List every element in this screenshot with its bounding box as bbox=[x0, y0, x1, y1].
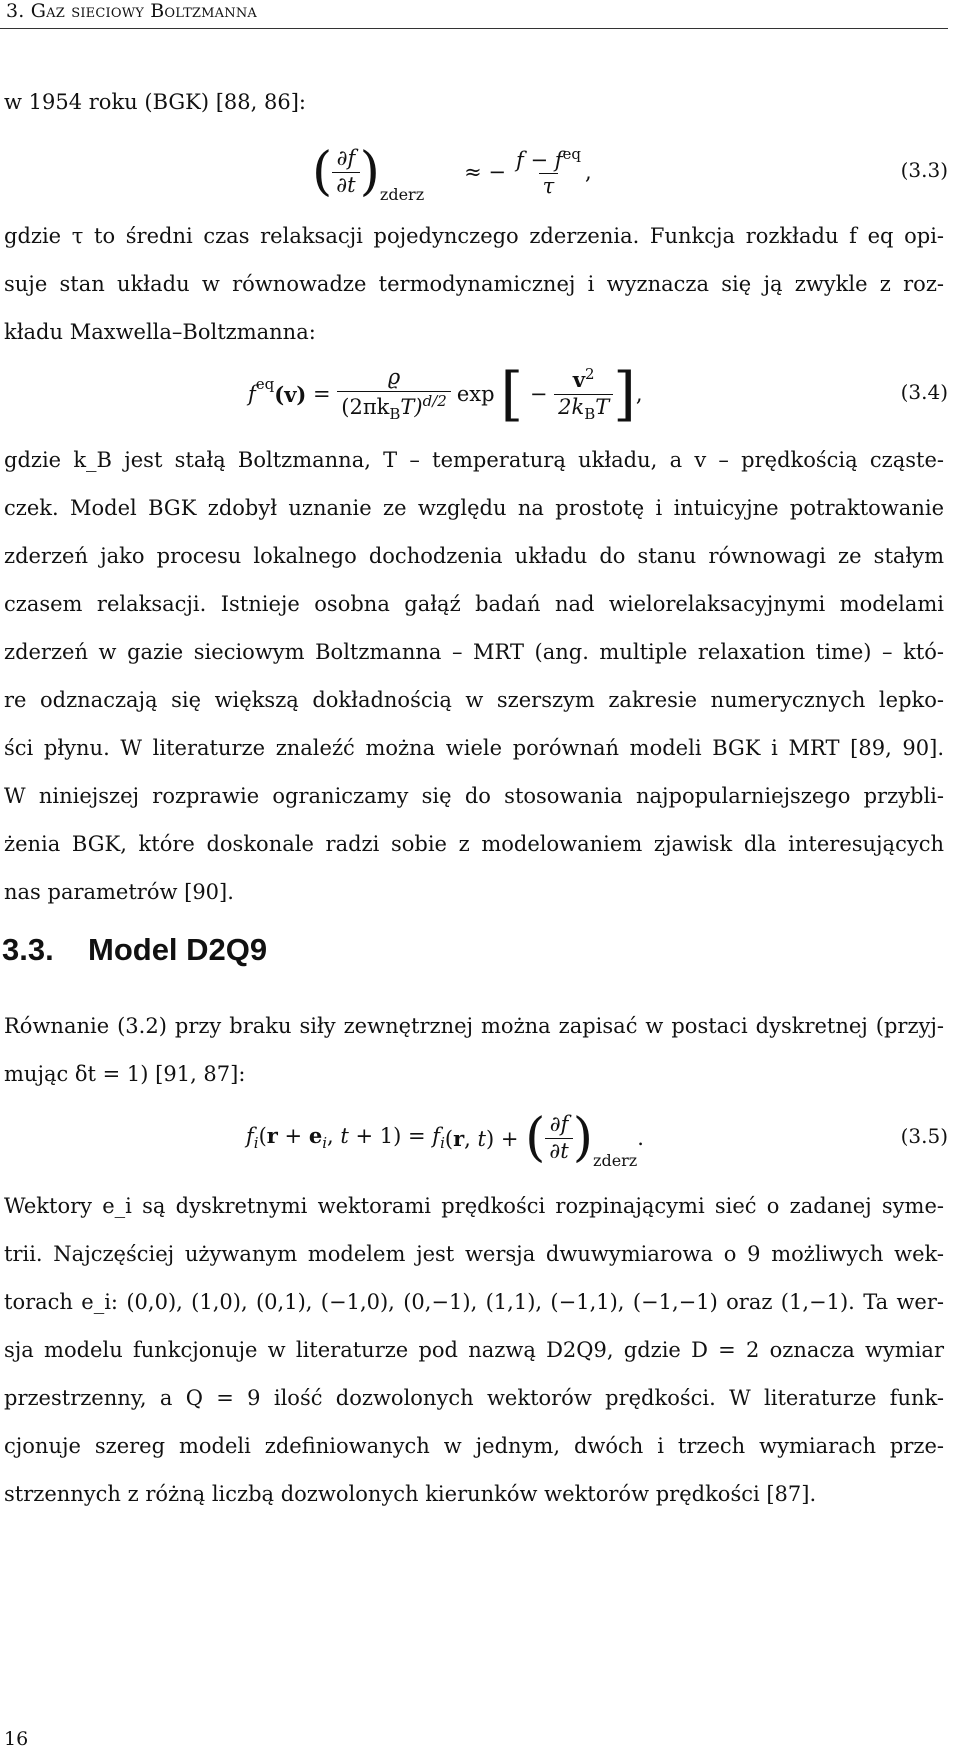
running-head-title: Gaz sieciowy Boltzmanna bbox=[30, 0, 258, 22]
section-number: 3.3. bbox=[2, 932, 54, 967]
eq34-main-fraction: $\frac{ϱ}{(2\pi k_BT)^{d/2}}$ bbox=[337, 365, 451, 422]
text-line: gdzie k_B jest stałą Boltzmanna, T – temperaturą układu, a v – prędkością cząste- bbox=[4, 448, 944, 472]
text-line: W niniejszej rozprawie ograniczamy się do stosowania najpopularniejszego przybli- bbox=[4, 784, 944, 808]
text-line: suje stan układu w równowadze termodynamicznej i wyznacza się ją zwykle z roz- bbox=[4, 272, 944, 296]
eq34-number: (3.4) bbox=[900, 380, 948, 404]
text-line: w 1954 roku (BGK) [88, 86]: bbox=[4, 90, 306, 114]
eq35-fraction: $\frac{\partial f}{\partial t}$ bbox=[545, 1112, 572, 1163]
eq35-number: (3.5) bbox=[900, 1124, 948, 1148]
text-line: re odznaczają się większą dokładnością w szerszym zakresie numerycznych lepko- bbox=[4, 688, 944, 712]
text-line: nas parametrów [90]. bbox=[4, 880, 234, 904]
eq33-lhs-fraction: $\frac{\partial f}{\partial t}$ bbox=[332, 146, 359, 197]
eq33-subscript: zderz bbox=[379, 184, 425, 204]
text-line: strzennych z różną liczbą dozwolonych kierunków wektorów prędkości [87]. bbox=[4, 1482, 817, 1506]
running-head bbox=[6, 0, 257, 22]
text-line: zderzeń w gazie sieciowym Boltzmanna – MRT (ang. multiple relaxation time) – któ- bbox=[4, 640, 944, 664]
eq33-approx: ≈ − bbox=[464, 160, 506, 184]
equation-3-3: ( $\frac{\partial f}{\partial t}$ ) zderz ≈ − $\frac{f - f^{eq}}{\tau}$ , (3.3) bbox=[312, 142, 948, 204]
text-line: żenia BGK, które doskonale radzi sobie z modelowaniem zjawisk dla interesujących bbox=[4, 832, 944, 856]
equation-3-5: $f_i$ ($r + e_i$, t + 1) = $f_i$ (r, t) + ( $\frac{\partial f}{\partial t}$ ) zderz . (3.5) bbox=[246, 1108, 948, 1170]
page-number: 16 bbox=[4, 1728, 29, 1750]
text-line: zderzeń jako procesu lokalnego dochodzenia układu do stanu równowagi ze stałym bbox=[4, 544, 944, 568]
text-line: mując δt = 1) [91, 87]: bbox=[4, 1062, 246, 1086]
text-line: gdzie τ to średni czas relaksacji pojedynczego zderzenia. Funkcja rozkładu f eq opi- bbox=[4, 224, 944, 248]
text-line: sja modelu funkcjonuje w literaturze pod nazwą D2Q9, gdzie D = 2 oznacza wymiar bbox=[4, 1338, 944, 1362]
equation-3-4: f $^{eq}$ (v) = $\frac{ϱ}{(2\pi k_BT)^{d/2}}$ exp [ − $\frac{v^2}{2k_BT}$ ] , (3.4) bbox=[248, 360, 948, 428]
eq33-rhs-fraction: $\frac{f - f^{eq}}{\tau}$ bbox=[516, 144, 581, 198]
text-line: czasem relaksacji. Istnieje osobna gałąź badań nad wielorelaksacyjnymi modelami bbox=[4, 592, 944, 616]
text-line: przestrzenny, a Q = 9 ilość dozwolonych wektorów prędkości. W literaturze funk- bbox=[4, 1386, 944, 1410]
text-line: cjonuje szereg modeli zdefiniowanych w jednym, dwóch i trzech wymiarach prze- bbox=[4, 1434, 944, 1458]
text-line: ści płynu. W literaturze znaleźć można wiele porównań modeli BGK i MRT [89, 90]. bbox=[4, 736, 944, 760]
text-line: trii. Najczęściej używanym modelem jest wersja dwuwymiarowa o 9 możliwych wek- bbox=[4, 1242, 944, 1266]
paragraph-2 bbox=[4, 212, 944, 356]
text-line: Równanie (3.2) przy braku siły zewnętrznej można zapisać w postaci dyskretnej (przyj- bbox=[4, 1014, 944, 1038]
text-line: torach e_i: (0,0), (1,0), (0,1), (−1,0), (0,−1), (1,1), (−1,1), (−1,−1) oraz (1,−1). Ta wer- bbox=[4, 1290, 944, 1314]
section-title: Model D2Q9 bbox=[88, 932, 268, 967]
section-heading bbox=[2, 932, 267, 968]
text-line: Wektory e_i są dyskretnymi wektorami prędkości rozpinającymi sieć o zadanej syme- bbox=[4, 1194, 944, 1218]
text-line: kładu Maxwella–Boltzmanna: bbox=[4, 320, 316, 344]
header-rule bbox=[0, 28, 948, 29]
paragraph-5 bbox=[4, 1182, 944, 1518]
paragraph-4 bbox=[4, 1002, 944, 1098]
text-line: czek. Model BGK zdobył uznanie ze względu na prostotę i intuicyjne potraktowanie bbox=[4, 496, 944, 520]
paragraph-1 bbox=[4, 78, 944, 126]
running-head-number: 3. bbox=[6, 0, 25, 22]
eq34-inner-fraction: $\frac{v^2}{2k_BT}$ bbox=[554, 365, 613, 422]
eq33-number: (3.3) bbox=[900, 158, 948, 182]
paragraph-3 bbox=[4, 436, 944, 916]
